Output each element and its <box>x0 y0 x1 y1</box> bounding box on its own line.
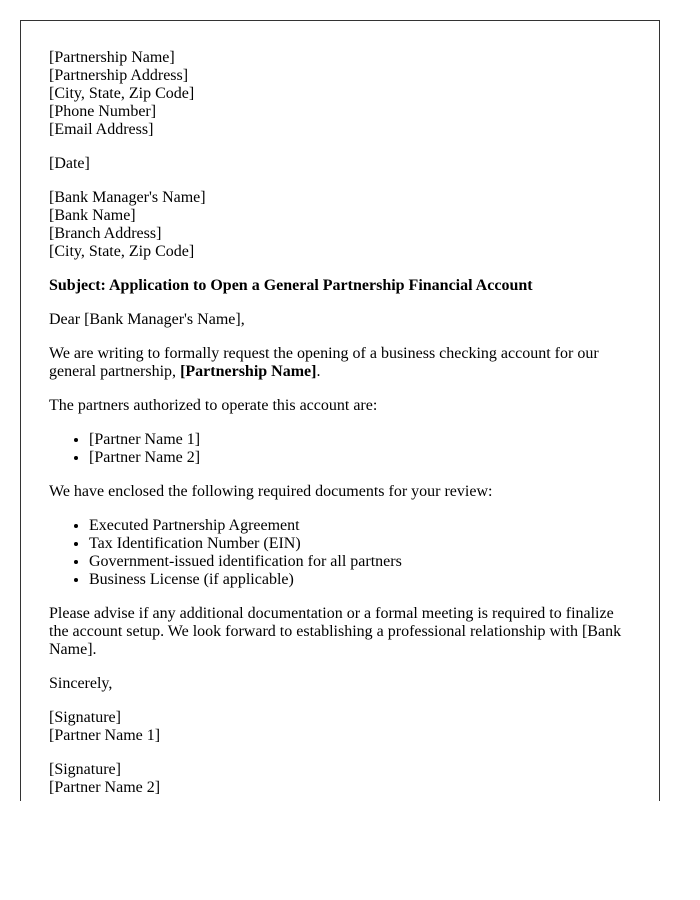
recipient-block <box>49 189 629 261</box>
sender-line: [Email Address] <box>49 121 154 138</box>
sender-block <box>49 49 629 139</box>
documents-list <box>49 517 629 589</box>
partner-item: • [Partner Name 1] <box>89 431 629 449</box>
sender-line: [Phone Number] <box>49 103 157 120</box>
signer-name: [Partner Name 2] <box>49 779 161 796</box>
sender-line: [City, State, Zip Code] <box>49 85 195 102</box>
partner-item: • [Partner Name 2] <box>89 449 629 467</box>
subject-line <box>49 277 629 295</box>
signature-block-2 <box>49 761 629 797</box>
valediction: Sincerely, <box>49 675 113 692</box>
signature-placeholder: [Signature] <box>49 709 121 726</box>
closing-paragraph: Please advise if any additional documentation or a formal meeting is required to finalize the account setup. We look forward to establishing a professional relationship with [Bank Name]. <box>49 605 622 658</box>
recipient-line: [Bank Manager's Name] <box>49 189 206 206</box>
sender-line: [Partnership Address] <box>49 67 189 84</box>
salutation: Dear [Bank Manager's Name], <box>49 311 245 328</box>
document-item: • Executed Partnership Agreement <box>89 517 629 535</box>
intro-text: We are writing to formally request the opening of a business checking account for our general partnership, <box>49 345 599 380</box>
document-item: • Government-issued identification for all partners <box>89 553 629 571</box>
document-item: • Business License (if applicable) <box>89 571 629 589</box>
documents-intro: We have enclosed the following required documents for your review: <box>49 483 493 500</box>
subject-text: Subject: Application to Open a General Partnership Financial Account <box>49 277 533 294</box>
sender-line: [Partnership Name] <box>49 49 175 66</box>
signer-name: [Partner Name 1] <box>49 727 161 744</box>
letter-body <box>49 49 629 801</box>
letter-page <box>20 20 660 801</box>
intro-end: . <box>316 363 321 380</box>
intro-paragraph <box>49 345 629 381</box>
partnership-name: [Partnership Name] <box>180 363 317 380</box>
recipient-line: [City, State, Zip Code] <box>49 243 195 260</box>
recipient-line: [Bank Name] <box>49 207 136 224</box>
partners-intro: The partners authorized to operate this account are: <box>49 397 378 414</box>
date: [Date] <box>49 155 90 172</box>
signature-block-1 <box>49 709 629 745</box>
signature-placeholder: [Signature] <box>49 761 121 778</box>
recipient-line: [Branch Address] <box>49 225 162 242</box>
document-item: • Tax Identification Number (EIN) <box>89 535 629 553</box>
partners-list <box>49 431 629 467</box>
